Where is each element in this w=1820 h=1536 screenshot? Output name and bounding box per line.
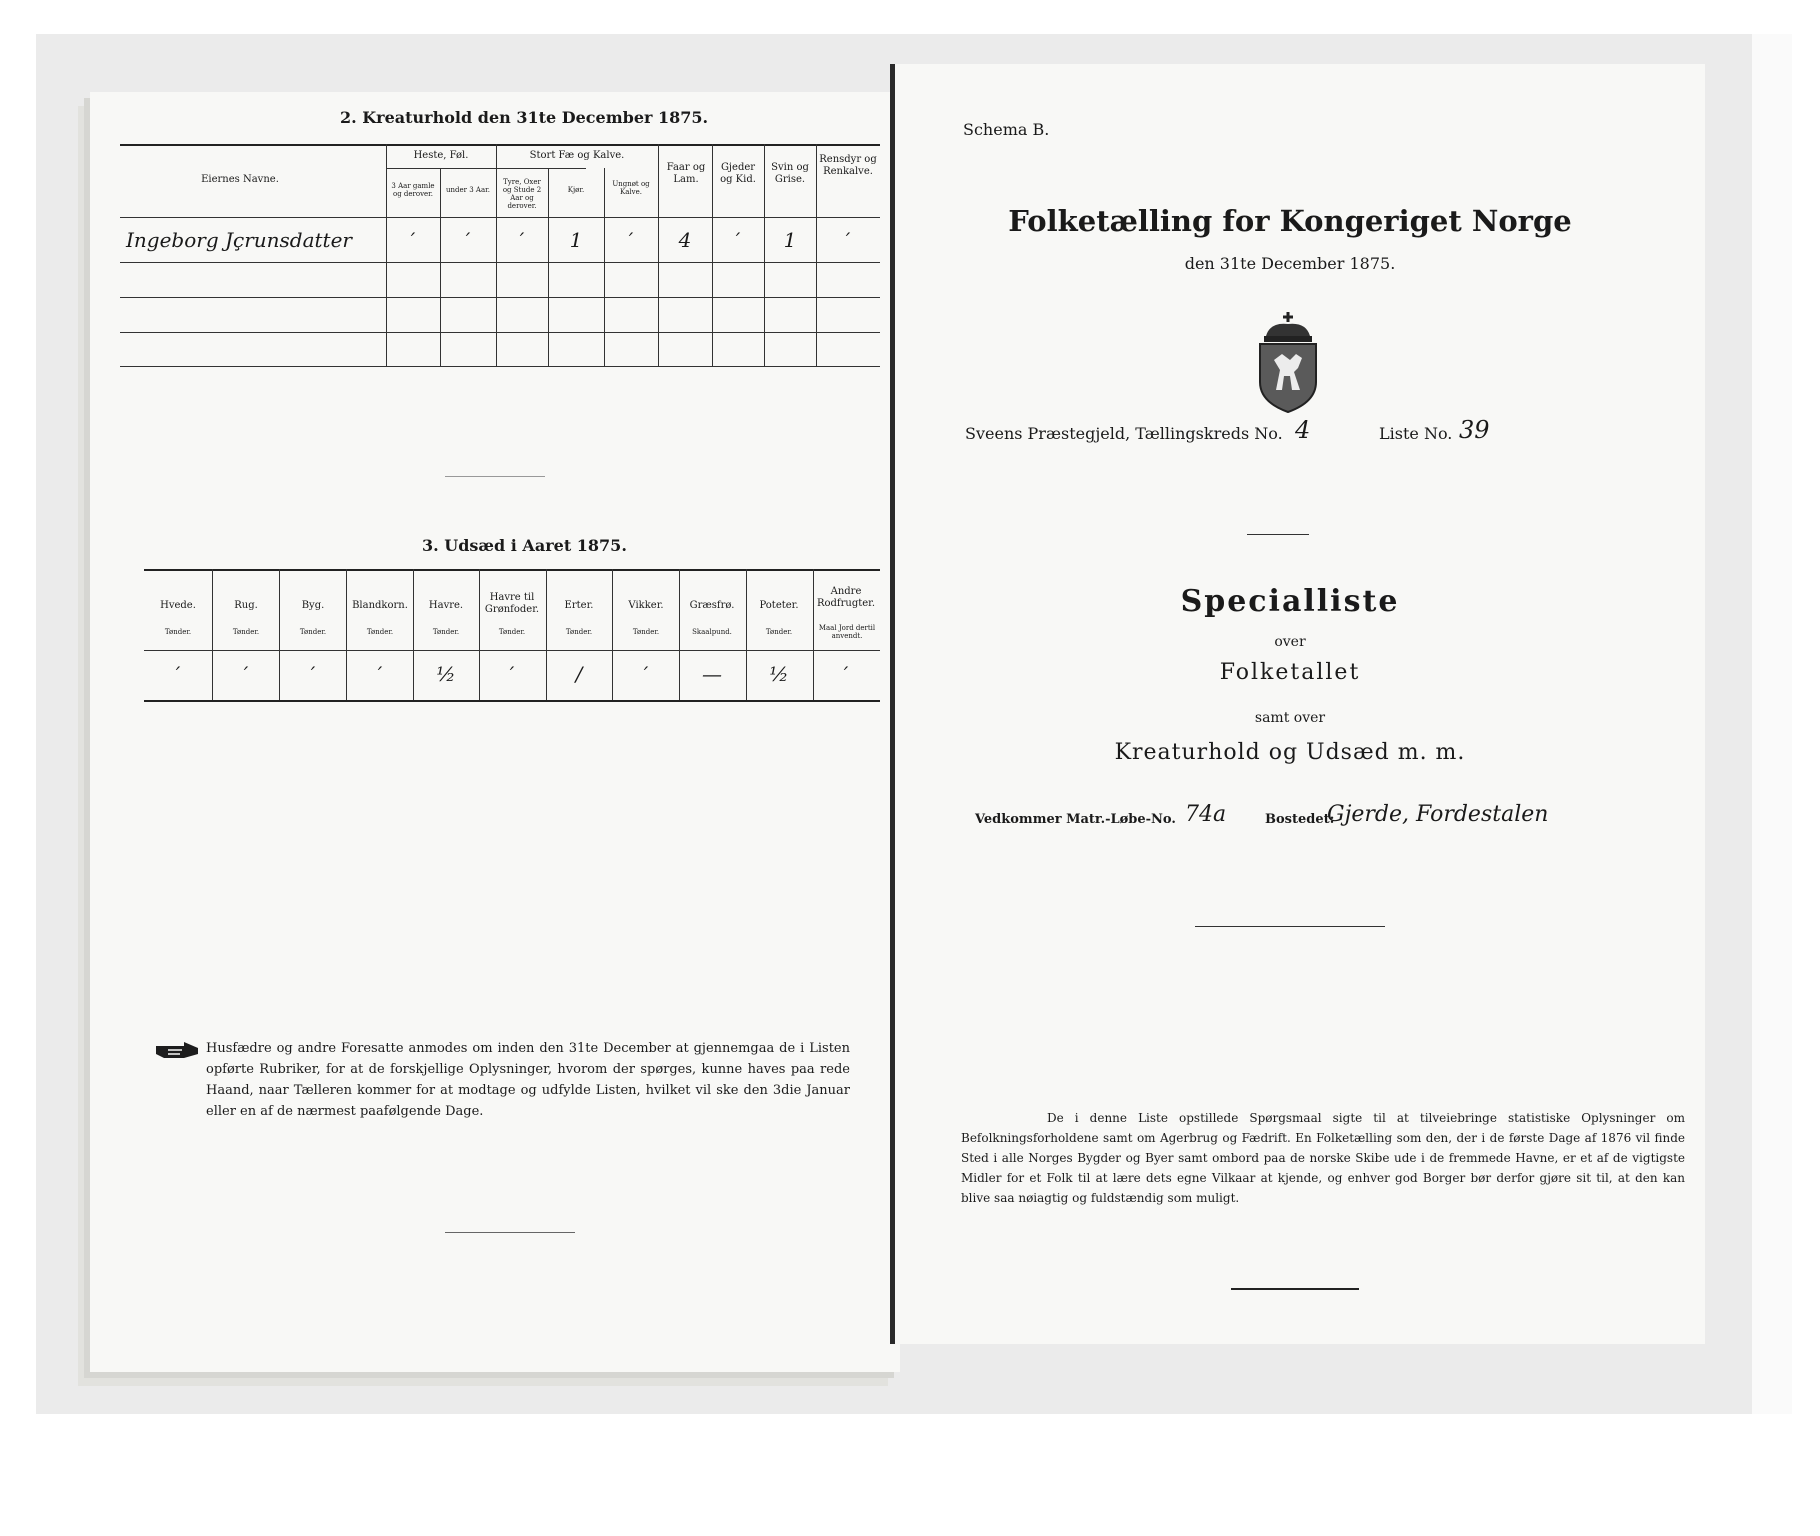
livestock-cell: 4 [678, 228, 692, 252]
seed-bottom-rule [144, 700, 880, 702]
seed-header-graesfro: Græsfrø. [689, 600, 735, 611]
bosted-value: Gjerde, Fordestalen [1327, 802, 1549, 827]
livestock-col-rule [386, 144, 387, 366]
livestock-cell: ′ [519, 228, 525, 252]
census-date: den 31te December 1875. [1184, 254, 1396, 273]
parish-label: Sveens Præstegjeld, Tællingskreds No. [965, 424, 1283, 443]
livestock-bottom-rule [120, 366, 880, 367]
seed-header-poteter: Poteter. [759, 600, 799, 611]
horses-header: Heste, Føl. [413, 150, 469, 161]
livestock-header-rule [120, 217, 880, 218]
seed-col-rule [279, 569, 280, 700]
seed-cell: — [702, 662, 722, 686]
seed-unit: Tønder. [299, 628, 327, 636]
cattle-header: Stort Fæ og Kalve. [529, 150, 625, 161]
seed-unit: Tønder. [366, 628, 394, 636]
livestock-cell: ′ [628, 228, 634, 252]
livestock-title: 2. Kreaturhold den 31te December 1875. [340, 108, 709, 127]
seed-unit: Tønder. [432, 628, 460, 636]
separator [445, 1232, 575, 1233]
district-number: 4 [1295, 416, 1311, 444]
seed-header-havre-gronfoder: Havre til Grønfoder. [484, 592, 540, 615]
livestock-row-rule-1 [120, 262, 880, 263]
list-label: Liste No. [1379, 424, 1453, 443]
seed-unit: Tønder. [232, 628, 260, 636]
cattle-sub-bulls: Tyre, Oxer og Stude 2 Aar og derover. [502, 178, 542, 210]
livestock-cell: 1 [569, 228, 583, 252]
notice-text: Husfædre og andre Foresatte anmodes om inden den 31te December at gjennemgaa de i Listen opførte Rubriker, for at de forskjellige Oplysninger, hvorom der spørges, kunne haves paa rede Haand, naar Tælleren kommer for at modtage og udfylde Listen, hvilket vil ske den 3die Januar eller en af de nærmest paafølgende Dage. [206, 1041, 850, 1119]
samt-over-text: samt over [1254, 710, 1326, 726]
seed-unit: Tønder. [565, 628, 593, 636]
seed-header-andre: Andre Rodfrugter. [816, 586, 876, 609]
seed-header-vikker: Vikker. [628, 600, 664, 611]
seed-cell: ′ [310, 662, 316, 686]
seed-col-rule [212, 569, 213, 700]
folketallet-text: Folketallet [1219, 660, 1361, 685]
sheep-header: Faar og Lam. [666, 162, 706, 185]
seed-cell: ½ [436, 662, 456, 686]
matr-label: Vedkommer Matr.-Løbe-No. [975, 812, 1176, 827]
seed-unit: Skaalpund. [692, 628, 732, 636]
livestock-top-rule [120, 144, 880, 146]
reindeer-header: Rensdyr og Renkalve. [819, 154, 877, 177]
seed-cell: ½ [769, 662, 789, 686]
schema-label: Schema B. [963, 120, 1050, 139]
bosted-label: Bostedet: [1265, 812, 1335, 827]
livestock-col-rule [764, 144, 765, 366]
seed-header-blandkorn: Blandkorn. [352, 600, 408, 611]
kreaturhold-text: Kreaturhold og Udsæd m. m. [1114, 740, 1466, 765]
norwegian-coat-of-arms-icon [1250, 310, 1326, 418]
right-page [890, 64, 1705, 1344]
matr-value: 74a [1185, 802, 1227, 827]
horses-sub-adult: 3 Aar gamle og derover. [391, 182, 435, 198]
seed-cell: ′ [175, 662, 181, 686]
seed-unit: Tønder. [632, 628, 660, 636]
owner-name-cell: Ingeborg Jçrunsdatter [126, 228, 352, 252]
livestock-col-rule [658, 144, 659, 366]
seed-header-byg: Byg. [301, 600, 325, 611]
separator [1247, 534, 1309, 535]
livestock-col-rule [496, 144, 497, 366]
livestock-cell: ′ [465, 228, 471, 252]
livestock-cell: ′ [845, 228, 851, 252]
over-text: over [1274, 634, 1306, 650]
cattle-sub-calves: Ungnøt og Kalve. [612, 180, 650, 196]
seed-cell: ′ [377, 662, 383, 686]
seed-col-rule [612, 569, 613, 700]
seed-header-rug: Rug. [234, 600, 258, 611]
seed-header-hvede: Hvede. [160, 600, 196, 611]
separator [1231, 1288, 1359, 1290]
livestock-row-rule-3 [120, 332, 880, 333]
seed-top-rule [144, 569, 880, 571]
seed-header-erter: Erter. [564, 600, 594, 611]
scan-edge-strip [1752, 34, 1792, 1414]
seed-header-rule [144, 650, 880, 651]
seed-unit: Maal Jord dertil anvendt. [818, 624, 876, 640]
seed-cell: ′ [509, 662, 515, 686]
list-number: 39 [1459, 416, 1490, 444]
goats-header: Gjeder og Kid. [720, 162, 756, 185]
seed-unit: Tønder. [765, 628, 793, 636]
pigs-header: Svin og Grise. [771, 162, 809, 185]
census-title: Folketælling for Kongeriget Norge [1008, 204, 1572, 238]
livestock-cell: 1 [783, 228, 797, 252]
cattle-sub-cows: Kjør. [567, 186, 585, 194]
seed-unit: Tønder. [498, 628, 526, 636]
owner-name-header: Eiernes Navne. [201, 174, 279, 185]
left-page [90, 92, 900, 1372]
livestock-col-rule [712, 144, 713, 366]
livestock-cell: ′ [735, 228, 741, 252]
separator [1195, 926, 1385, 927]
seed-header-havre: Havre. [428, 600, 464, 611]
livestock-cell: ′ [410, 228, 416, 252]
seed-col-rule [346, 569, 347, 700]
seed-cell: / [575, 662, 583, 686]
census-explanation-paragraph: De i denne Liste opstillede Spørgsmaal sigte til at tilveiebringe statistiske Oplysninger om Befolkningsforholdene samt om Agerbrug og Fædrift. En Folketælling som den, der i de første Dage af 1876 vil finde Sted i alle Norges Bygder og Byer samt ombord paa de norske Skibe ude i de fremmede Havne, er et af de vigtigste Midler for et Folk til at lære dets egne Vilkaar at kjende, og enhver god Borger bør derfor gjøre sit til, at den kan blive saa nøiagtig og fuldstændig som muligt. [961, 1111, 1685, 1205]
seed-unit: Tønder. [164, 628, 192, 636]
horses-sub-young: under 3 Aar. [446, 186, 490, 194]
pointing-hand-icon [154, 1038, 202, 1066]
seed-cell: ′ [243, 662, 249, 686]
livestock-col-rule [604, 168, 605, 366]
seed-title: 3. Udsæd i Aaret 1875. [422, 536, 627, 555]
livestock-col-rule [440, 168, 441, 366]
livestock-group-rule [386, 168, 586, 169]
seed-cell: ′ [643, 662, 649, 686]
livestock-row-rule-2 [120, 297, 880, 298]
separator [445, 476, 545, 477]
livestock-col-rule [816, 144, 817, 366]
seed-cell: ′ [843, 662, 849, 686]
livestock-col-rule [548, 168, 549, 366]
special-list-title: Specialliste [1180, 584, 1400, 619]
